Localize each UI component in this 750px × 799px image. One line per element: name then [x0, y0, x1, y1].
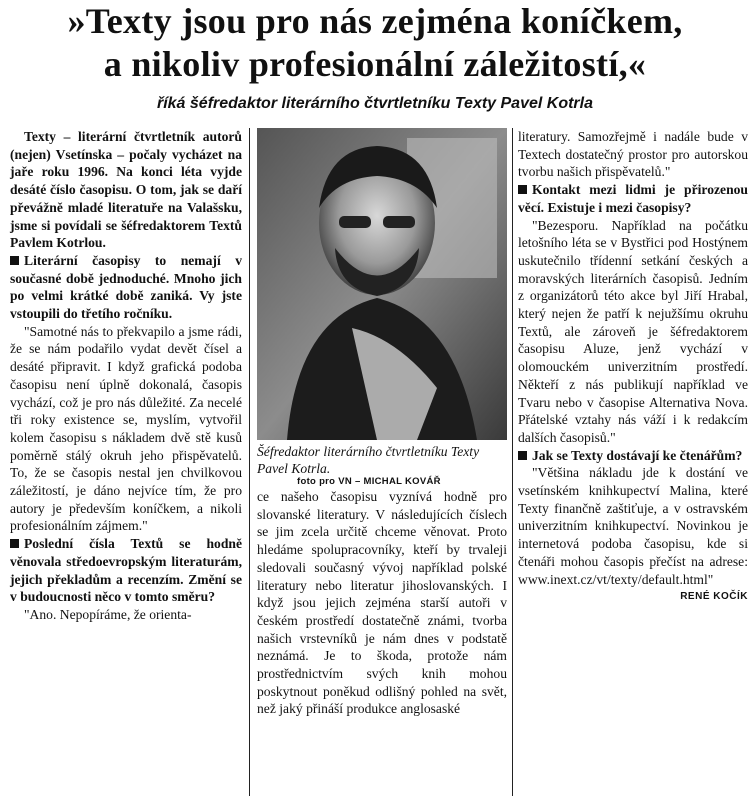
- headline: [0, 0, 750, 86]
- answer-3: "Bezesporu. Například na počátku letošního léta se v Bystřici pod Hostýnem uskutečnilo třídenní setkání českých a moravských literárních časopisů. Jedním z organizátorů této akce byl Jiří Hrabal, který nejen že patří k nejužšímu okruhu Textů, ale zároveň je šéfredaktorem časopisu Aluze, jenž vychází v olomouckém univerzitním prostředí. Někteří z nás publikují například ve Tvaru nebo v časopise Alternativa Nova. Přátelské vztahy nás váží i k redakcím dalších časopisů.": [518, 217, 748, 445]
- question-3: [518, 181, 748, 216]
- answer-2-start: "Ano. Nepopíráme, že orienta-: [24, 606, 192, 622]
- subtitle: říká šéfredaktor literárního čtvrtletníku Texty Pavel Kotrla: [156, 95, 593, 112]
- question-1: [10, 252, 242, 323]
- answer-1: "Samotné nás to překvapilo a jsme rádi, že se nám podařilo vydat devět čísel a desáté připravit. I když grafická podoba časopisu není úplně dokonalá, časopis vychází, což je pro nás důležité. Za necelé tři roky existence se, myslím, vytvořil kolem časopisu s nákladem dvě stě kusů poměrně stálý okruh jeho přispěvatelů. To, že se časopis nestal jen chvilkovou záležitostí, je dáno nejvíce tím, že pro autory je především koníčkem, a nikoli profesionálním zájmem.": [10, 323, 242, 534]
- headline-line-1: »Texty jsou pro nás zejména koníčkem,: [67, 1, 683, 41]
- bullet-square-icon: [518, 185, 527, 194]
- column-divider: [249, 128, 250, 796]
- author-byline: RENÉ KOČÍK: [680, 591, 748, 603]
- question-1-text: Literární časopisy to nemají v současné době jednoduché. Mnoho jich po velmi krátké době zaniká. Vy jste vstoupili do třetího ročníku.: [10, 252, 242, 322]
- question-3-text: Kontakt mezi lidmi je přirozenou věcí. Existuje i mezi časopisy?: [518, 182, 748, 215]
- bullet-square-icon: [10, 256, 19, 265]
- lead-paragraph: Texty – literární čtvrtletník autorů (nejen) Vsetínska – počaly vycházet na jaře roku 1996. Na konci léta vyjde desáté číslo časopisu. O tom, jak se daří převážně mladé literatuře na Valašsku, jsme si povídali se šéfredaktorem Textů Pavlem Kotrlou.: [10, 129, 242, 251]
- answer-4: "Většina nákladu jde k dostání ve vsetínském knihkupectví Malina, které Texty finančně zaštiťuje, a v ostravském univerzitním knihkupectví. Novinkou je internetová podoba časopisu, kde si čtenáři mohou časopis přečíst na adrese: www.inext.cz/vt/texty/default.html": [518, 465, 748, 587]
- bullet-square-icon: [10, 539, 19, 548]
- portrait-photo: [257, 128, 507, 440]
- question-4-text: Jak se Texty dostávají ke čtenářům?: [532, 447, 743, 463]
- answer-2-continued: literatury. Samozřejmě i nadále bude v Textech dostatečný prostor pro autorskou tvorbu našich přispěvatelů.": [518, 129, 748, 180]
- headline-line-2: a nikoliv profesionální záležitostí,«: [103, 44, 647, 84]
- bullet-square-icon: [518, 451, 527, 460]
- column-1: [10, 128, 242, 624]
- column-3: [518, 128, 748, 606]
- column-2-text: ce našeho časopisu vyznívá hodně pro slovanské literatury. V následujících číslech se jim zcela určitě chceme věnovat. Proto hledáme spolupracovníky, kteří by trvaleji sledovali současný vývoj například polské literatury nebo literatur jihoslovanských. I když jsou jejich zejména starší autoři v českém prostředí dostatečně známi, tvorba našich vrstevníků je nám dnes v podstatě neznámá. Je to škoda, protože nám prostřednictvím svých knih mohou poskytnout poněkud odlišný pohled na svět, než jaký přináší produkce anglosaské: [257, 489, 507, 717]
- photo-caption: Šéfredaktor literárního čtvrtletníku Texty Pavel Kotrla.: [257, 444, 480, 476]
- question-4: [518, 447, 748, 465]
- column-divider: [512, 128, 513, 796]
- question-2-text: Poslední čísla Textů se hodně věnovala středoevropským literaturám, jejich překladům a recenzím. Změní se v budoucnosti něco v tomto směru?: [10, 536, 242, 605]
- photo-credit: foto pro VN – MICHAL KOVÁŘ: [297, 476, 441, 487]
- question-2: [10, 535, 242, 606]
